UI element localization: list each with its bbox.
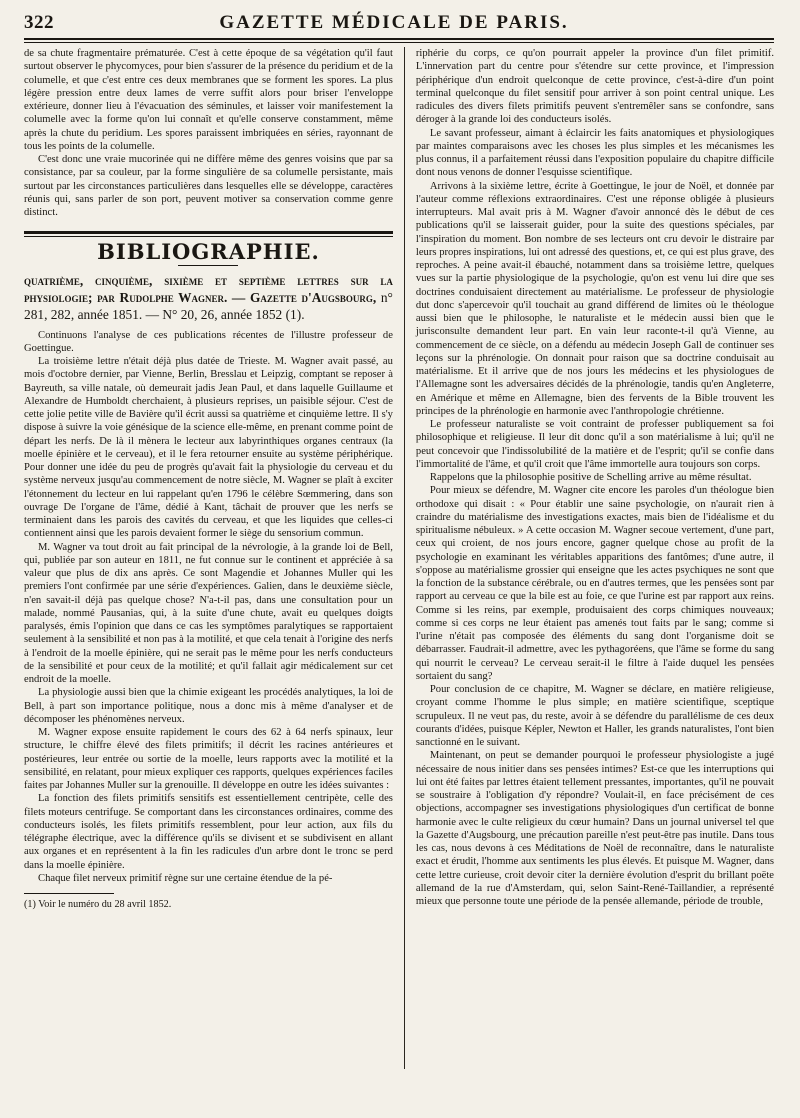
- page-header: [24, 12, 774, 38]
- paragraph: Pour conclusion de ce chapitre, M. Wagner se déclare, en matière religieuse, croyant comme l'homme le plus simple; en matière scientifique, sceptique scrupuleux. Il ne veut pas, du reste, avoir à se défendre du parallélisme de ces deux courants d'idées, puisque Képler, Newton et Haller, les grands naturalistes, l'ont bien sanctionné en le suivant.: [415, 684, 774, 748]
- paragraph: Le professeur naturaliste se voit contraint de professer publiquement sa foi philosophique et religieuse. Il leur dit donc qu'il a son matérialisme à lui; qu'il ne peut concevoir que l'indissolubilité de la matière et de l'esprit; qu'il se confie dans l'immortalité de l'âme, et qu'il croit que l'âme immortelle aura toujours son corps.: [415, 419, 774, 470]
- paragraph: La physiologie aussi bien que la chimie exigeant les procédés analytiques, la loi de Bell, à part son importance politique, nous a donc mis à même d'analyser et de décomposer les phénomènes nerveux.: [24, 687, 393, 725]
- paragraph: Maintenant, on peut se demander pourquoi le professeur physiologiste a jugé nécessaire de nous initier dans ses pensées intimes? Est-ce que les interruptions qui lui ont été faites par lettres étaient tellement pressantes, importantes, qu'il ne pouvait se soustraire à l'obligation d'y répondre? Voulait-il, en face précisément de ces objections, accompagner ses investigations physiologiques d'un certificat de bonne harmonie avec le culte religieux du cœur humain? Dans un journal universel tel que la Gazette d'Augsbourg, une précaution pareille n'est peut-être pas inutile. Dans tous les cas, nous devons à ces Méditations de Noël de reconnaître, dans le naturaliste exact et érudit, l'homme aux sentiments les plus élevés. Et puisque M. Wagner, dans cette lettre curieuse, croit devoir citer la dernière évolution d'esprit du brillant poëte allemand de la rue d'Amsterdam, qui, selon Saint-René-Taillandier, a représenté mieux que personne toute une période de la pensée allemande, période de trouble,: [415, 750, 774, 907]
- article-heading-caps: quatrième, cinquième, sixième et septième lettres sur la physiologie; par Rudolphe Wagner. — Gazette d'Augsbourg,: [24, 272, 393, 305]
- paragraph: de sa chute fragmentaire prématurée. C'est à cette époque de sa végétation qu'il faut surtout observer le phycomyces, pour bien s'assurer de la présence du peridium et de la columelle, et que c'est entre ces deux membranes que se forment les spores. La plus légère pression entre deux lames de verre suffit alors pour briser l'enveloppe extérieure, donner lieu à l'évacuation des séminules, et laisser voir manifestement la columelle avec la forme qu'on lui connaît et qu'elle conserve constamment, même après la chute du peridium. Les spores paraissent imbriquées en séries, rayonnant de tous les points de la columelle.: [24, 48, 393, 152]
- paragraph: M. Wagner va tout droit au fait principal de la névrologie, à la grande loi de Bell, qui, publiée par son auteur en 1811, ne fut connue sur le continent et appréciée à sa valeur que plus de dix ans après. Ce sont Magendie et Johannes Muller qui les premiers l'ont confirmée par une série d'expériences. Galien, dans le deuxième siècle, n'en savait-il déjà pas quelque chose? N'a-t-il pas, dans une consultation pour un malade, nommé Pausanias, qui, à la suite d'une chute, avait eu quelques doigts paralysés, émis l'opinion que dans ce cas les symptômes paralytiques se rapportaient seulement à la sensibilité et non pas à la motilité, et que cela tenait à l'origine des nerfs à l'endroit de la moelle épinière, qui ne serait pas le même pour les nerfs conducteurs de la sensibilité et pour ceux de la motilité; et qu'il fallait agir médicalement sur cet endroit de la moelle.: [24, 541, 393, 685]
- paragraph: La fonction des filets primitifs sensitifs est essentiellement centripète, celle des filets moteurs centrifuge. Se comportant dans les circonstances ordinaires, comme des conducteurs isolés, les filets primitifs ressemblent, pour leur action, aux fils du télégraphe électrique, avec la différence qu'ils se divisent et se subdivisent en allant aux organes et en représentent à la fin les radicules d'un arbre dont le tronc se perd dans la moelle épinière.: [24, 793, 393, 871]
- paragraph: Continuons l'analyse de ces publications récentes de l'illustre professeur de Goettingue.: [24, 329, 393, 354]
- paragraph: Rappelons que la philosophie positive de Schelling arrive au même résultat.: [429, 472, 752, 483]
- paragraph: Pour mieux se défendre, M. Wagner cite encore les paroles d'un théologue bien orthodoxe qui disait : « Pour établir une saine psychologie, on n'aurait rien à craindre du matérialisme des investigations exactes, mais bien de l'idéalisme et du spiritualisme nébuleux. » A cette occasion M. Wagner secoue vertement, d'une part, ceux qui croient, de nos jours encore, gagner quelque chose au profit de la psychologie en examinant les véritables apparitions des fantômes; d'une autre, il s'oppose au matérialisme grossier qui enseigne que les actes psychiques ne sont que la fonction de la substance cérébrale, ou en d'autres termes, que les pensées sont par rapport au cerveau ce que la bile est au foie, ce que l'urine est par rapport aux reins. Comme si les reins, par exemple, produisaient des corps chimiques nouveaux; comme si ces corps ne leur étaient pas amenés tout faits par le sang; comme si l'urine n'était pas composée des éléments du sang dont l'organisme doit se débarrasser. Faudrait-il admettre, avec les pythagoréens, que l'âme se forme du sang qui nourrit le cerveau? Le cerveau serait-il le filtre à l'aide duquel les pensées sortaient du sang?: [415, 485, 774, 682]
- article-heading-ref: n° 281, 282, année 1851. — N° 20, 26, année 1852 (1).: [24, 289, 393, 322]
- title-underline: [178, 265, 238, 266]
- paragraph: Arrivons à la sixième lettre, écrite à Goettingue, le jour de Noël, et donnée par l'auteur comme réflexions extraordinaires. C'est une réponse obligée à plusieurs interrupteurs. Mal avait pris à M. Wagner d'avoir annoncé dès le début de ces publications qu'il se laisserait guider, pour la suite des questions spéciales, par l'inspiration du moment. Bon nombre de ses lecteurs ont cru devoir le distraire par leurs propres inspirations, lui ont adressé des questions, et, ce qui est plus grave, des reproches. A peine avait-il ébauché, notamment dans sa troisième lettre, quelques vues sur la partie physiologique de la psychologie, qu'on est venu lui dire que ses doctrines conduisaient directement au matérialisme. Le professeur de physiologie dut donc s'apercevoir qu'il touchait au grand différend de limites où le théologue aussi bien que le philosophe, le naturaliste et le médecin aussi bien que le jurisconsulte demandent leur part. En vain leur raconte-t-il qu'à Vienne, au commencement de ce siècle, on a défendu au médecin Joseph Gall de continuer ses leçons sur la phrénologie. On donnait pour raison que sa doctrine conduisait au matérialisme. Et il arrive que de nos jours les médecins et les physiologues de l'Allemagne sont les adversaires décidés de la phrénologie, tandis qu'en Angleterre, en Amérique et même en Allemagne, bien des fervents de la Bible trouvent les principes de la phrénologie en harmonie avec l'anthropologie chrétienne.: [415, 180, 774, 417]
- header-rule: [24, 38, 774, 43]
- columns: [24, 47, 774, 1089]
- footnote-rule: [24, 893, 114, 894]
- footnote: (1) Voir le numéro du 28 avril 1852.: [24, 899, 172, 910]
- paragraph: Le savant professeur, aimant à éclaircir les faits anatomiques et physiologiques par maintes comparaisons avec les choses les plus simples et les mécanismes les plus connus, il a parfaitement réussi dans l'exposition populaire du chapitre difficile dont nous venons de donner l'esquisse scientifique.: [415, 127, 774, 179]
- section-title: BIBLIOGRAPHIE.: [97, 239, 320, 265]
- article-heading: [24, 272, 393, 323]
- page-number: 322: [24, 12, 54, 33]
- section-divider: [24, 231, 393, 237]
- paragraph: M. Wagner expose ensuite rapidement le cours des 62 à 64 nerfs spinaux, leur structure, le chiffre élevé des filets primitifs; il décrit les racines antérieures et postérieures, leur entrée ou sortie de la moelle, leurs rapports avec la motilité et la sensibilité, en relatant, pour mieux expliquer ces rapports, quelques expériences faciles faites par Johannes Muller sur la grenouille. Il développe en outre les idées suivantes :: [24, 727, 393, 791]
- running-title: GAZETTE MÉDICALE DE PARIS.: [219, 12, 569, 33]
- paragraph: Chaque filet nerveux primitif règne sur une certaine étendue de la pé-: [38, 872, 333, 884]
- right-column: [405, 47, 774, 1089]
- left-column: [24, 47, 404, 1089]
- paragraph: C'est donc une vraie mucorinée qui ne diffère même des genres voisins que par sa consistance, par sa couleur, par la forme singulière de sa columelle persistante, mais surtout par les circonstances particulières dans lesquelles elle se développe, caractères réunis qui, sans parler de son port, peuvent motiver sa conservation comme genre distinct.: [24, 154, 393, 218]
- paragraph: La troisième lettre n'était déjà plus datée de Trieste. M. Wagner avait passé, au mois d'octobre dernier, par Vienne, Berlin, Bresslau et Leipzig, comptant se reposer à Bayreuth, sa ville natale, où demeurait jadis Jean Paul, et dans laquelle Guillaume et Alexandre de Humboldt cherchaient, à plusieurs reprises, un paisible séjour. C'est de cette jolie petite ville de Bavière qu'il écrit aussi sa quatrième et cinquième lettre. Il s'y dispose à suivre la voie génésique de la science elle-même, en prenant comme point de départ les nerfs. De là il mènera le lecteur aux labyrinthiques organes centraux (la moelle épinière et le cerveau), et il le fera retourner ensuite au système périphérique. Pour donner une idée du peu de progrès qu'avait fait la physiologie du cerveau et du système nerveux jusqu'au commencement de notre siècle, M. Wagner se plaît à exciter l'étonnement du lecteur en lui rappelant qu'en 1796 le célèbre Sœmmering, dans son ouvrage De l'organe de l'âme, dédié à Kant, tâchait de prouver que les nerfs se terminaient dans les parois des cavités du cerveau, et que les liquides que celles-ci contiennent ainsi que les parois devaient former le siège du sensorium commun.: [24, 356, 393, 540]
- paragraph: riphérie du corps, ce qu'on pourrait appeler la province d'un filet primitif. L'innervation part du centre pour s'étendre sur cette province, et l'impression périphérique d'un endroit quelconque de cette province, c'est-à-dire d'un point terminal quelconque du filet sensitif pour arriver à son point central unique. Les radicules des divers filets primitifs peuvent s'entremêler sans se confondre, sans déroger à la grande loi des conducteurs isolés.: [415, 48, 774, 126]
